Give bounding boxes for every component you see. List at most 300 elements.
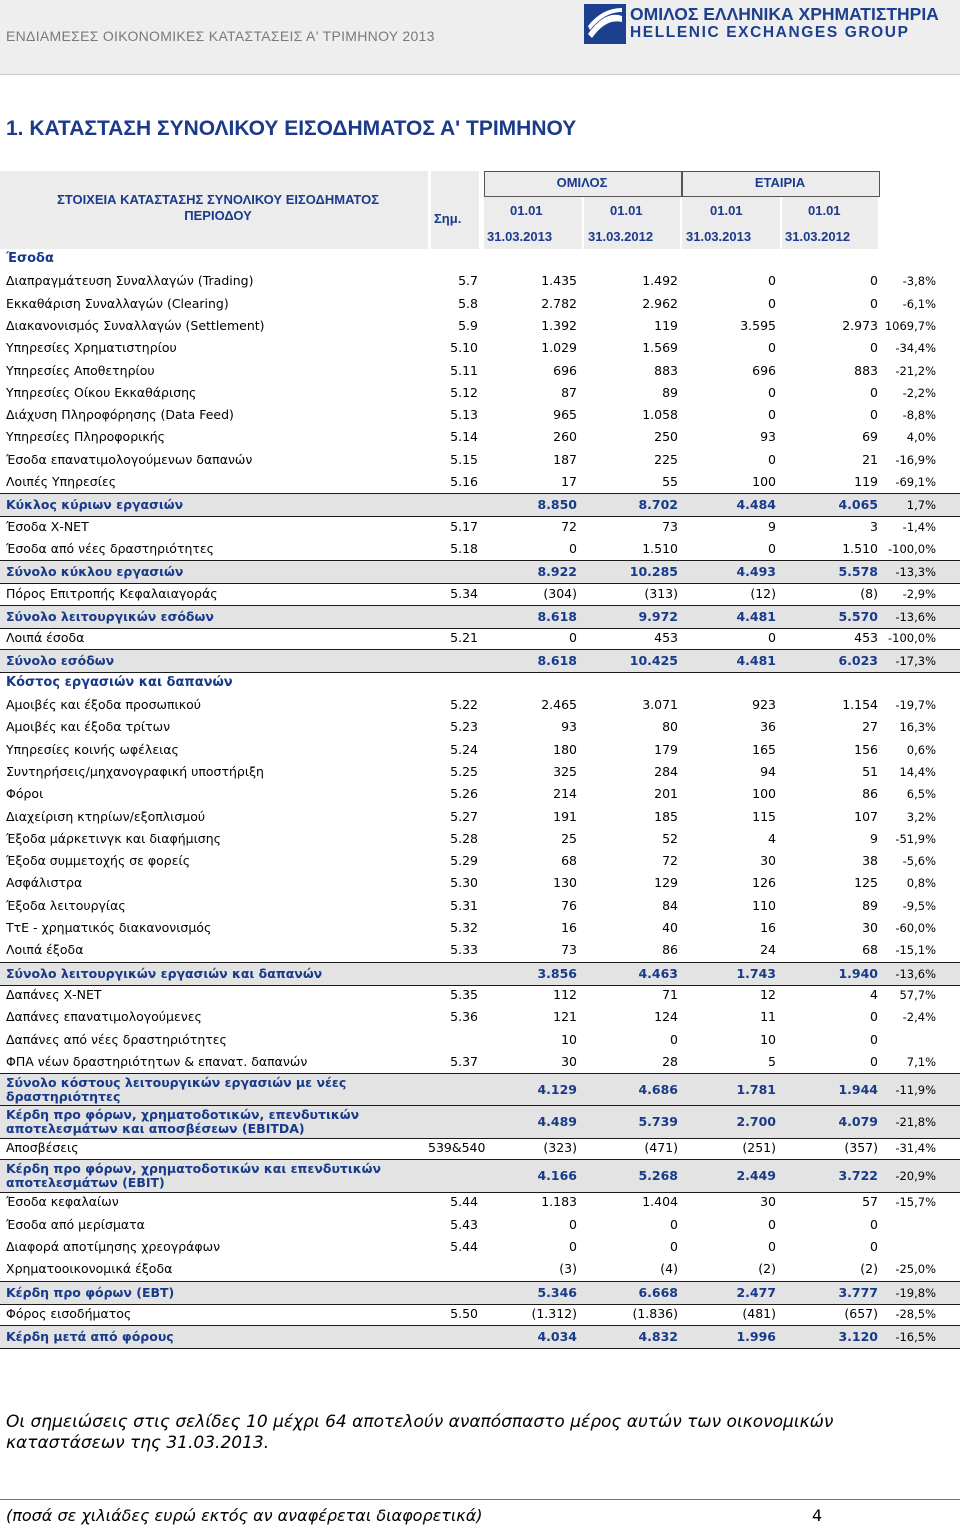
row-change-percent: -19,8% bbox=[895, 1285, 936, 1300]
table-row bbox=[0, 917, 960, 939]
row-value-4: 3 bbox=[870, 518, 878, 534]
row-value-1: 30 bbox=[561, 1053, 577, 1069]
row-change-percent: -9,5% bbox=[902, 898, 936, 913]
row-value-4: (357) bbox=[844, 1140, 878, 1156]
row-value-3: 30 bbox=[760, 1194, 776, 1210]
table-row bbox=[0, 627, 960, 649]
row-value-4: 4.065 bbox=[838, 497, 878, 513]
row-value-4: 0 bbox=[870, 1216, 878, 1232]
row-label: Κόστος εργασιών και δαπανών bbox=[6, 674, 233, 690]
row-value-3: 923 bbox=[752, 697, 776, 712]
row-value-1: 121 bbox=[553, 1009, 577, 1025]
row-value-4: 0 bbox=[870, 1239, 878, 1254]
row-value-3: 696 bbox=[752, 362, 776, 378]
row-value-2: 5.739 bbox=[638, 1114, 678, 1130]
row-value-1: 10 bbox=[561, 1031, 577, 1047]
row-change-percent: -21,2% bbox=[895, 363, 936, 378]
table-row bbox=[0, 1051, 960, 1073]
row-label: Κέρδη μετά από φόρους bbox=[6, 1329, 174, 1345]
row-label: Σύνολο λειτουργικών εργασιών και δαπανών bbox=[6, 965, 323, 981]
table-row bbox=[0, 426, 960, 448]
row-label: Έσοδα από νέες δραστηριότητες bbox=[6, 540, 215, 556]
period-2-start: 01.01 bbox=[610, 203, 643, 218]
table-row bbox=[0, 694, 960, 716]
row-value-3: 0 bbox=[768, 407, 776, 423]
row-label: Αμοιβές και έξοδα προσωπικού bbox=[6, 697, 201, 712]
row-value-4: 0 bbox=[870, 295, 878, 311]
row-value-4: 3.777 bbox=[838, 1284, 878, 1300]
row-value-4: 69 bbox=[862, 429, 878, 445]
row-label: Φόρος εισοδήματος bbox=[6, 1305, 132, 1321]
table-row bbox=[0, 1029, 960, 1051]
row-value-3: 0 bbox=[768, 1239, 776, 1254]
total-row bbox=[0, 1159, 960, 1193]
table-row bbox=[0, 270, 960, 292]
row-value-3: 0 bbox=[768, 384, 776, 400]
footnote: Οι σημειώσεις στις σελίδες 10 μέχρι 64 αποτελούν αναπόσπαστο μέρος αυτών των οικονομικών καταστάσεων της 31.03.2013. bbox=[6, 1412, 834, 1453]
row-value-2: 3.071 bbox=[642, 697, 678, 712]
row-value-1: 4.129 bbox=[537, 1082, 577, 1098]
period-1-end: 31.03.2013 bbox=[487, 229, 553, 244]
row-change-percent: -69,1% bbox=[895, 475, 936, 489]
row-value-2: 28 bbox=[662, 1053, 678, 1069]
row-change-percent: -2,4% bbox=[902, 1010, 936, 1025]
row-value-3: 110 bbox=[752, 897, 776, 913]
row-value-4: 1.510 bbox=[842, 540, 878, 556]
row-value-3: 4 bbox=[768, 830, 776, 846]
period-2-end: 31.03.2012 bbox=[588, 229, 654, 244]
row-value-1: (3) bbox=[559, 1261, 577, 1277]
row-value-2: 0 bbox=[670, 1239, 678, 1254]
row-value-4: 119 bbox=[854, 474, 878, 489]
row-value-1: (1.312) bbox=[531, 1305, 577, 1321]
row-label: Υπηρεσίες Οίκου Εκκαθάρισης bbox=[6, 384, 197, 400]
row-value-3: 115 bbox=[752, 808, 776, 824]
row-value-2: 225 bbox=[654, 451, 678, 467]
row-label: Έξοδα μάρκετινγκ και διαφήμισης bbox=[6, 830, 221, 846]
row-value-3: 94 bbox=[760, 763, 776, 779]
row-label: Υπηρεσίες κοινής ωφέλειας bbox=[6, 741, 179, 757]
table-row bbox=[0, 404, 960, 426]
row-change-percent: -13,6% bbox=[895, 609, 936, 624]
row-value-1 bbox=[490, 672, 577, 694]
row-value-1: 214 bbox=[553, 786, 577, 802]
row-label: Σύνολο εσόδων bbox=[6, 653, 115, 669]
note-label-box bbox=[431, 171, 479, 249]
row-value-2: 1.510 bbox=[642, 540, 678, 556]
row-value-2: (1.836) bbox=[632, 1305, 678, 1321]
row-value-4: 1.944 bbox=[838, 1082, 878, 1098]
row-label: Εκκαθάριση Συναλλαγών (Clearing) bbox=[6, 295, 229, 311]
table-row bbox=[0, 337, 960, 359]
row-value-3: 0 bbox=[768, 630, 776, 646]
row-value-3: 1.996 bbox=[736, 1329, 776, 1345]
row-label: Διαπραγμάτευση Συναλλαγών (Trading) bbox=[6, 273, 254, 289]
footer-amounts-note: (ποσά σε χιλιάδες ευρώ εκτός αν αναφέρεται διαφορετικά) bbox=[6, 1506, 483, 1525]
page-header bbox=[0, 0, 960, 75]
row-value-2: 6.668 bbox=[638, 1284, 678, 1300]
row-label: Έσοδα επανατιμολογούμενων δαπανών bbox=[6, 451, 253, 467]
row-note: 5.37 bbox=[450, 1053, 478, 1069]
row-change-percent: 1069,7% bbox=[884, 318, 936, 333]
row-change-percent bbox=[880, 1236, 936, 1258]
row-note bbox=[428, 963, 478, 985]
row-change-percent: 0,6% bbox=[906, 742, 936, 757]
table-row bbox=[0, 783, 960, 805]
row-label: Ασφάλιστρα bbox=[6, 875, 83, 891]
row-value-1: 0 bbox=[569, 630, 577, 646]
row-label: Δαπάνες από νέες δραστηριότητες bbox=[6, 1031, 227, 1047]
row-change-percent: -19,7% bbox=[895, 698, 936, 712]
row-value-1: 4.489 bbox=[537, 1114, 577, 1130]
row-value-4 bbox=[786, 672, 878, 694]
row-value-1: (323) bbox=[543, 1140, 577, 1156]
total-row bbox=[0, 1073, 960, 1107]
row-value-2: 179 bbox=[654, 741, 678, 757]
row-label: Έσοδα bbox=[6, 251, 54, 266]
row-value-2: 0 bbox=[670, 1216, 678, 1232]
row-value-3: 0 bbox=[768, 1216, 776, 1232]
row-change-percent: -34,4% bbox=[895, 341, 936, 356]
row-note: 5.12 bbox=[450, 384, 478, 400]
row-note bbox=[428, 1326, 478, 1348]
row-label: Έξοδα λειτουργίας bbox=[6, 897, 126, 913]
row-value-1: (304) bbox=[543, 585, 577, 601]
row-value-1: 2.465 bbox=[541, 697, 577, 712]
statement-label: ΣΤΟΙΧΕΙΑ ΚΑΤΑΣΤΑΣΗΣ ΣΥΝΟΛΙΚΟΥ ΕΙΣΟΔΗΜΑΤΟΣ ΠΕΡΙΟΔΟΥ bbox=[56, 192, 380, 223]
row-value-3: 4.493 bbox=[736, 564, 776, 580]
row-value-2: 89 bbox=[662, 384, 678, 400]
row-note: 5.29 bbox=[450, 853, 478, 869]
row-note: 5.43 bbox=[450, 1216, 478, 1232]
row-change-percent: -2,9% bbox=[902, 586, 936, 601]
table-row bbox=[0, 1137, 960, 1159]
row-value-3: (251) bbox=[742, 1140, 776, 1156]
row-value-3: 100 bbox=[752, 786, 776, 802]
row-value-4: 107 bbox=[854, 808, 878, 824]
row-change-percent bbox=[880, 1029, 936, 1051]
row-value-2: 124 bbox=[654, 1009, 678, 1025]
row-note: 5.33 bbox=[450, 942, 478, 958]
row-note: 5.16 bbox=[450, 474, 478, 489]
row-note: 5.8 bbox=[458, 295, 478, 311]
row-value-1: 965 bbox=[553, 407, 577, 423]
row-value-3: 10 bbox=[760, 1031, 776, 1047]
row-label: Λοιπές Υπηρεσίες bbox=[6, 474, 117, 489]
row-value-4: 38 bbox=[862, 853, 878, 869]
row-change-percent: 6,5% bbox=[906, 787, 936, 802]
row-value-1: 68 bbox=[561, 853, 577, 869]
row-value-4: 156 bbox=[854, 741, 878, 757]
row-value-4: 30 bbox=[862, 920, 878, 935]
row-change-percent: -51,9% bbox=[895, 831, 936, 846]
row-note: 5.11 bbox=[450, 362, 478, 378]
row-label: Διαχείριση κτηρίων/εξοπλισμού bbox=[6, 808, 206, 824]
total-row bbox=[0, 1325, 960, 1349]
table-row bbox=[0, 1258, 960, 1280]
table-row bbox=[0, 1006, 960, 1028]
row-label: Αμοιβές και έξοδα τρίτων bbox=[6, 719, 171, 735]
row-value-1: 187 bbox=[553, 451, 577, 467]
row-value-2: 129 bbox=[654, 875, 678, 891]
logo-mark-icon bbox=[584, 4, 626, 44]
row-value-2: 453 bbox=[654, 630, 678, 646]
table-row bbox=[0, 471, 960, 493]
row-value-4: 0 bbox=[870, 1053, 878, 1069]
document-title: ΕΝΔΙΑΜΕΣΕΣ ΟΙΚΟΝΟΜΙΚΕΣ ΚΑΤΑΣΤΑΣΕΙΣ Α' ΤΡΙΜΗΝΟΥ 2013 bbox=[6, 28, 435, 44]
row-value-3: 24 bbox=[760, 942, 776, 958]
total-row bbox=[0, 605, 960, 629]
row-change-percent bbox=[880, 1214, 936, 1236]
row-note: 5.9 bbox=[458, 317, 478, 333]
row-note: 539&540 bbox=[428, 1140, 486, 1156]
row-value-2: 4.832 bbox=[638, 1329, 678, 1345]
total-row bbox=[0, 962, 960, 986]
row-value-2: 86 bbox=[662, 942, 678, 958]
row-value-2: 1.404 bbox=[642, 1194, 678, 1210]
row-value-3: 165 bbox=[752, 741, 776, 757]
row-label: Κέρδη προ φόρων (ΕΒΤ) bbox=[6, 1284, 175, 1300]
row-value-4: 51 bbox=[862, 763, 878, 779]
row-value-1: 0 bbox=[569, 540, 577, 556]
total-row bbox=[0, 493, 960, 517]
row-change-percent: -16,5% bbox=[895, 1330, 936, 1345]
row-label: Πόρος Επιτροπής Κεφαλαιαγοράς bbox=[6, 585, 218, 601]
row-value-2: 71 bbox=[662, 986, 678, 1002]
row-label: Διακανονισμός Συναλλαγών (Settlement) bbox=[6, 317, 265, 333]
company-column-header: ΕΤΑΙΡΙΑ bbox=[754, 175, 806, 190]
row-value-4: 4 bbox=[870, 986, 878, 1002]
row-value-1: 93 bbox=[561, 719, 577, 735]
row-value-2: 0 bbox=[670, 1031, 678, 1047]
row-value-1: 130 bbox=[553, 875, 577, 891]
company-logo bbox=[584, 4, 956, 44]
row-value-1: 3.856 bbox=[537, 965, 577, 981]
row-change-percent: -2,2% bbox=[902, 385, 936, 400]
row-value-4: 89 bbox=[862, 897, 878, 913]
row-change-percent: -3,8% bbox=[902, 274, 936, 289]
row-value-4 bbox=[786, 248, 878, 270]
row-value-4: 883 bbox=[854, 362, 878, 378]
row-value-1: 73 bbox=[561, 942, 577, 958]
section-row bbox=[0, 672, 960, 694]
row-value-1: 25 bbox=[561, 830, 577, 846]
row-value-2: 84 bbox=[662, 897, 678, 913]
total-row bbox=[0, 1281, 960, 1305]
row-value-2: 72 bbox=[662, 853, 678, 869]
table-row bbox=[0, 739, 960, 761]
row-value-2: 10.285 bbox=[629, 564, 678, 580]
row-value-1: 17 bbox=[561, 474, 577, 489]
row-value-1: 8.618 bbox=[537, 608, 577, 624]
table-row bbox=[0, 716, 960, 738]
row-note bbox=[428, 1258, 478, 1280]
row-label: Έσοδα κεφαλαίων bbox=[6, 1194, 119, 1210]
row-value-3: 1.743 bbox=[736, 965, 776, 981]
row-value-3: 100 bbox=[752, 474, 776, 489]
row-note bbox=[428, 248, 478, 270]
row-value-1: 72 bbox=[561, 518, 577, 534]
row-value-2: 1.492 bbox=[642, 273, 678, 289]
row-value-4: 86 bbox=[862, 786, 878, 802]
row-value-4: 9 bbox=[870, 830, 878, 846]
row-note: 5.18 bbox=[450, 540, 478, 556]
period-3-end: 31.03.2013 bbox=[686, 229, 752, 244]
row-value-3: 30 bbox=[760, 853, 776, 869]
row-value-2: 1.569 bbox=[642, 340, 678, 356]
row-value-4: 453 bbox=[854, 630, 878, 646]
row-note: 5.14 bbox=[450, 429, 478, 445]
row-value-1: 180 bbox=[553, 741, 577, 757]
row-value-4: 4.079 bbox=[838, 1114, 878, 1130]
row-value-1: 8.850 bbox=[537, 497, 577, 513]
row-value-2: 201 bbox=[654, 786, 678, 802]
period-4-end: 31.03.2012 bbox=[785, 229, 851, 244]
row-value-4: 3.722 bbox=[838, 1168, 878, 1184]
row-label: Κέρδη προ φόρων, χρηματοδοτικών, επενδυτικών αποτελεσμάτων και αποσβέσεων (EBITDA) bbox=[6, 1107, 360, 1137]
table-row bbox=[0, 449, 960, 471]
logo-text-english: HELLENIC EXCHANGES GROUP bbox=[630, 24, 910, 41]
row-change-percent: 57,7% bbox=[899, 987, 936, 1002]
row-change-percent: -31,4% bbox=[895, 1141, 936, 1156]
table-row bbox=[0, 1303, 960, 1325]
row-value-3: 0 bbox=[768, 295, 776, 311]
row-value-1: 1.392 bbox=[541, 317, 577, 333]
table-row bbox=[0, 1214, 960, 1236]
row-value-3: 4.481 bbox=[736, 608, 776, 624]
table-row bbox=[0, 984, 960, 1006]
row-value-1: 1.029 bbox=[541, 340, 577, 356]
row-note bbox=[428, 1160, 478, 1192]
row-value-4: 0 bbox=[870, 273, 878, 289]
row-value-4: 5.570 bbox=[838, 608, 878, 624]
row-value-4: 6.023 bbox=[838, 653, 878, 669]
row-change-percent: -25,0% bbox=[895, 1262, 936, 1277]
section-row bbox=[0, 248, 960, 270]
row-note: 5.15 bbox=[450, 451, 478, 467]
row-change-percent: -28,5% bbox=[895, 1306, 936, 1321]
row-note: 5.31 bbox=[450, 897, 478, 913]
row-value-4: (8) bbox=[860, 585, 878, 601]
row-value-2: (4) bbox=[660, 1261, 678, 1277]
row-label: Υπηρεσίες Πληροφορικής bbox=[6, 429, 165, 445]
table-row bbox=[0, 939, 960, 961]
row-value-4: 5.578 bbox=[838, 564, 878, 580]
row-change-percent: -60,0% bbox=[895, 921, 936, 935]
row-change-percent: -20,9% bbox=[895, 1169, 936, 1184]
row-label: Έξοδα συμμετοχής σε φορείς bbox=[6, 853, 191, 869]
row-note bbox=[428, 561, 478, 583]
table-row bbox=[0, 828, 960, 850]
row-value-1: 0 bbox=[569, 1216, 577, 1232]
row-note bbox=[428, 606, 478, 628]
footer-divider bbox=[0, 1499, 960, 1500]
row-value-2: 10.425 bbox=[629, 653, 678, 669]
row-label: Σύνολο κόστους λειτουργικών εργασιών με νέες δραστηριότητες bbox=[6, 1075, 347, 1105]
row-value-3: 11 bbox=[760, 1009, 776, 1025]
row-label: Λοιπά έσοδα bbox=[6, 630, 85, 646]
row-value-2 bbox=[586, 672, 678, 694]
row-value-1: 4.166 bbox=[537, 1168, 577, 1184]
row-value-1: 8.618 bbox=[537, 653, 577, 669]
row-value-3: (12) bbox=[750, 585, 776, 601]
row-note: 5.32 bbox=[450, 920, 478, 935]
row-value-3: 0 bbox=[768, 540, 776, 556]
row-note: 5.21 bbox=[450, 630, 478, 646]
row-label: Σύνολο λειτουργικών εσόδων bbox=[6, 608, 214, 624]
row-label: Διάχυση Πληροφόρησης (Data Feed) bbox=[6, 407, 234, 423]
row-value-3 bbox=[684, 248, 776, 270]
table-row bbox=[0, 850, 960, 872]
row-note: 5.50 bbox=[450, 1305, 478, 1321]
table-row bbox=[0, 895, 960, 917]
row-value-1: 191 bbox=[553, 808, 577, 824]
total-row bbox=[0, 649, 960, 673]
table-row bbox=[0, 360, 960, 382]
row-value-1: 5.346 bbox=[537, 1284, 577, 1300]
row-value-1: 325 bbox=[553, 763, 577, 779]
row-label: ΤτΕ - χρηματικός διακανονισμός bbox=[6, 920, 212, 935]
row-change-percent: -1,4% bbox=[902, 519, 936, 534]
row-change-percent: -13,6% bbox=[895, 966, 936, 981]
table-row bbox=[0, 382, 960, 404]
page-title: 1. ΚΑΤΑΣΤΑΣΗ ΣΥΝΟΛΙΚΟΥ ΕΙΣΟΔΗΜΑΤΟΣ Α' ΤΡΙΜΗΝΟΥ bbox=[6, 117, 577, 140]
row-value-4: 68 bbox=[862, 942, 878, 958]
row-change-percent: 7,1% bbox=[906, 1054, 936, 1069]
row-value-3: 4.484 bbox=[736, 497, 776, 513]
row-note: 5.7 bbox=[458, 273, 478, 289]
row-change-percent: -5,6% bbox=[902, 854, 936, 869]
row-value-4: (2) bbox=[860, 1261, 878, 1277]
table-row bbox=[0, 761, 960, 783]
row-value-1: 4.034 bbox=[537, 1329, 577, 1345]
row-label: Αποσβέσεις bbox=[6, 1140, 79, 1156]
row-note: 5.22 bbox=[450, 697, 478, 712]
table-row bbox=[0, 516, 960, 538]
row-change-percent: -6,1% bbox=[902, 296, 936, 311]
row-note bbox=[428, 672, 478, 694]
row-note: 5.44 bbox=[450, 1239, 478, 1254]
note-column-header: Σημ. bbox=[434, 211, 462, 226]
row-label: Δαπάνες επανατιμολογούμενες bbox=[6, 1009, 202, 1025]
row-value-4: (657) bbox=[844, 1305, 878, 1321]
row-value-3: (481) bbox=[742, 1305, 776, 1321]
row-change-percent: 0,8% bbox=[906, 876, 936, 891]
period-1-start: 01.01 bbox=[510, 203, 543, 218]
row-note bbox=[428, 1282, 478, 1304]
row-note: 5.17 bbox=[450, 518, 478, 534]
row-change-percent: -15,7% bbox=[895, 1195, 936, 1210]
row-value-2: 2.962 bbox=[642, 295, 678, 311]
row-value-2: 55 bbox=[662, 474, 678, 489]
table-row bbox=[0, 583, 960, 605]
row-label: Υπηρεσίες Χρηματιστηρίου bbox=[6, 340, 177, 356]
row-change-percent: -21,8% bbox=[895, 1115, 936, 1130]
row-value-3: 2.449 bbox=[736, 1168, 776, 1184]
row-change-percent bbox=[880, 672, 936, 694]
row-label: Δαπάνες Χ-ΝΕΤ bbox=[6, 986, 102, 1002]
row-value-3: 4.481 bbox=[736, 653, 776, 669]
row-note: 5.35 bbox=[450, 986, 478, 1002]
row-value-2: 185 bbox=[654, 808, 678, 824]
row-value-1: 0 bbox=[569, 1239, 577, 1254]
row-note: 5.28 bbox=[450, 830, 478, 846]
row-value-1: 16 bbox=[561, 920, 577, 935]
total-row bbox=[0, 1105, 960, 1139]
row-value-1: 87 bbox=[561, 384, 577, 400]
row-value-2: (471) bbox=[644, 1140, 678, 1156]
row-value-1: 2.782 bbox=[541, 295, 577, 311]
